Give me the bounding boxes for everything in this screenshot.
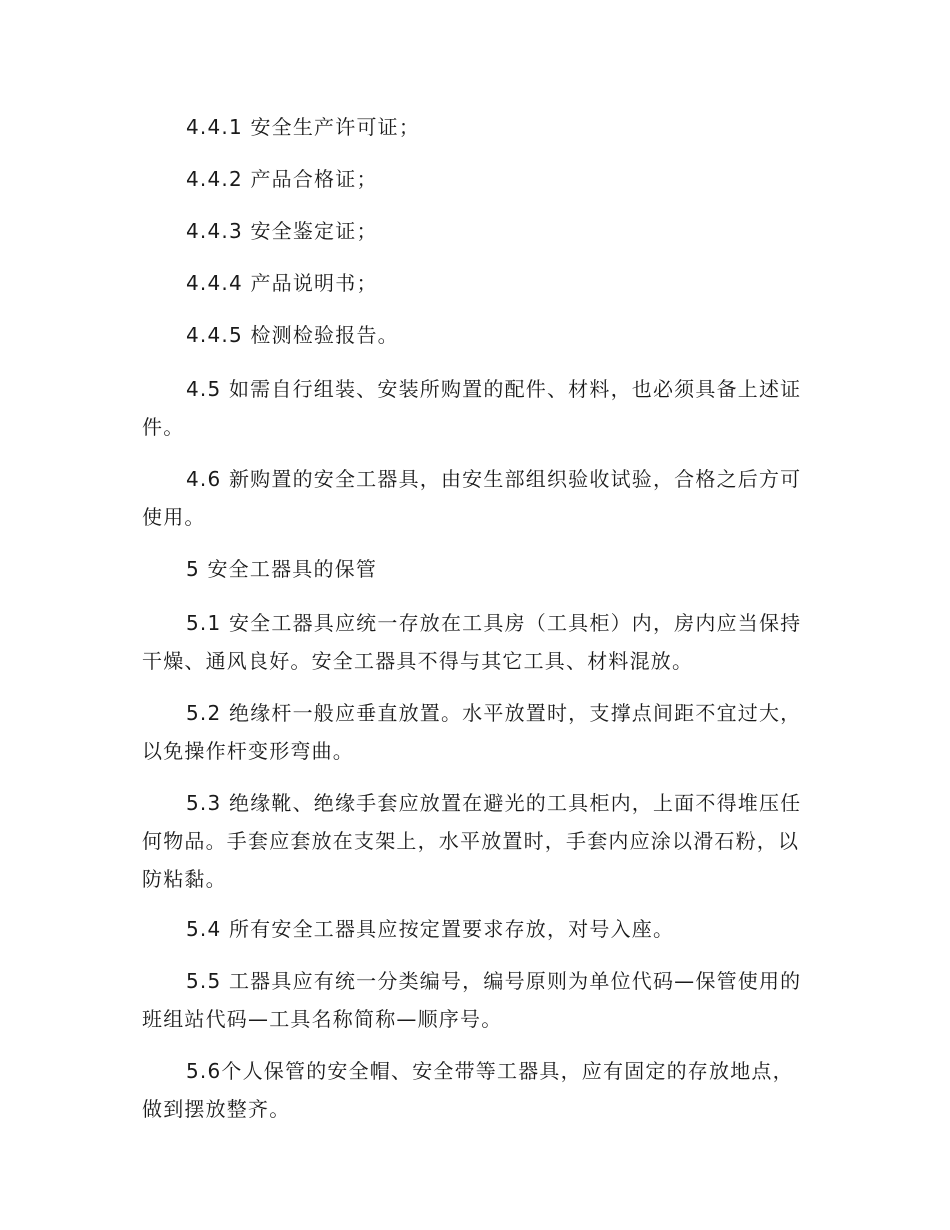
section-heading-5: 5 安全工器具的保管: [186, 557, 378, 581]
paragraph-5-2: 5.2 绝缘杆一般应垂直放置。水平放置时，支撑点间距不宜过大，以免操作杆变形弯曲。: [142, 701, 802, 763]
paragraph-4-4-5: 4.4.5 检测检验报告。: [186, 323, 399, 347]
paragraph-4-6: 4.6 新购置的安全工器具，由安生部组织验收试验，合格之后方可使用。: [142, 467, 802, 529]
paragraph-5-5: 5.5 工器具应有统一分类编号，编号原则为单位代码—保管使用的班组站代码—工具名称简称—顺序号。: [142, 969, 802, 1031]
paragraph-5-1: 5.1 安全工器具应统一存放在工具房（工具柜）内，房内应当保持干燥、通风良好。安全工器具不得与其它工具、材料混放。: [142, 611, 802, 673]
paragraph-4-4-2: 4.4.2 产品合格证；: [186, 167, 378, 191]
paragraph-5-6: 5.6个人保管的安全帽、安全带等工器具，应有固定的存放地点，做到摆放整齐。: [142, 1059, 794, 1121]
paragraph-4-4-1: 4.4.1 安全生产许可证；: [186, 115, 421, 139]
paragraph-4-4-4: 4.4.4 产品说明书；: [186, 271, 378, 295]
paragraph-4-4-3: 4.4.3 安全鉴定证；: [186, 219, 378, 243]
paragraph-5-3: 5.3 绝缘靴、绝缘手套应放置在避光的工具柜内，上面不得堆压任何物品。手套应套放在支架上，水平放置时，手套内应涂以滑石粉，以防粘黏。: [142, 791, 802, 891]
paragraph-5-4: 5.4 所有安全工器具应按定置要求存放，对号入座。: [186, 917, 675, 941]
paragraph-4-5: 4.5 如需自行组装、安装所购置的配件、材料，也必须具备上述证件。: [142, 377, 802, 439]
